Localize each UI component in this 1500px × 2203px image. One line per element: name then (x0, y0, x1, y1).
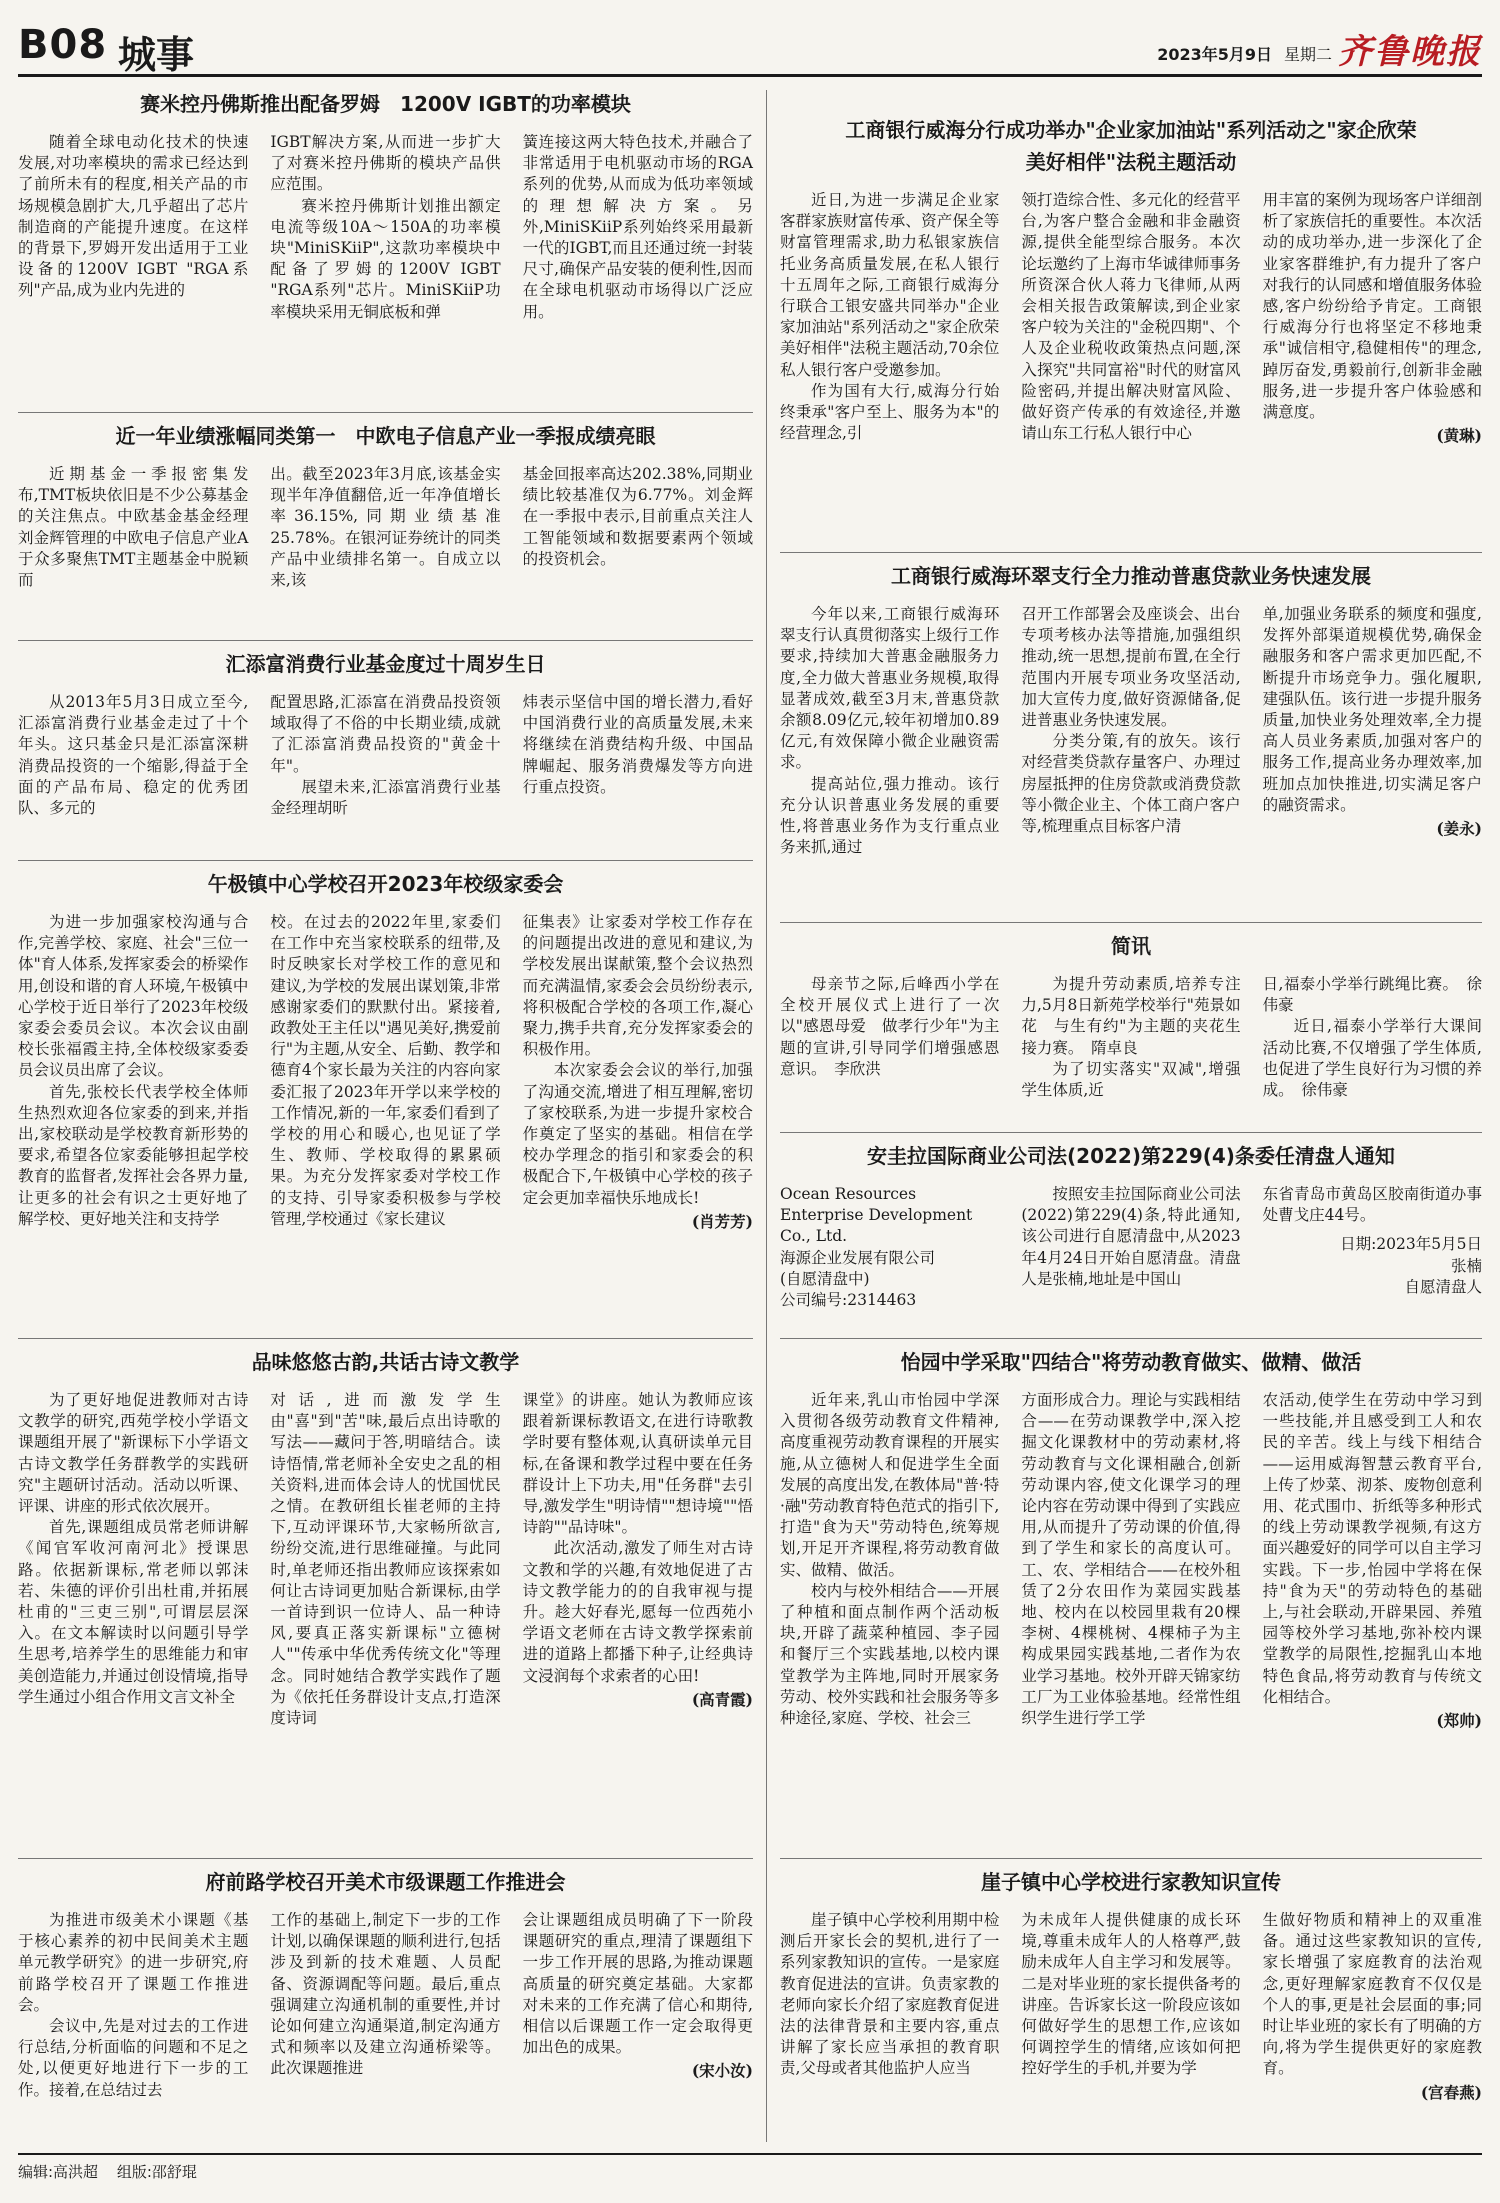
paragraph: IGBT解决方案,从而进一步扩大了对赛米控丹佛斯的模块产品供应范围。 (270, 133, 501, 194)
article-title: 安圭拉国际商业公司法(2022)第229(4)条委任清盘人通知 (867, 1144, 1395, 1168)
article-zhongou (18, 420, 753, 591)
company-name-cn: 海源企业发展有限公司 (780, 1248, 936, 1267)
paragraph: 分类分策,有的放矢。该行对经营类贷款存量客户、办理过房屋抵押的住房贷款或消费贷款等小微企业主、个体工商户客户等,梳理重点目标客户清 (1021, 732, 1241, 836)
paragraph: 按照安圭拉国际商业公司法(2022)第229(4)条,特此通知,该公司进行自愿清盘中,从2023年4月24日开始自愿清盘。清盘人是张楠,地址是中国山 (1021, 1185, 1241, 1288)
paragraph: 为了切实落实"双减",增强学生体质,近 (1021, 1059, 1241, 1100)
paragraph: 崖子镇中心学校利用期中检测后开家长会的契机,进行了一系列家教知识的宣传。一是家庭教育促进法的宣讲。负责家教的老师向家长介绍了家庭教育促进法的法律背景和主要内容,重点讲解了家长应当承担的教育职责,父母或者其他监护人应当 (780, 1911, 1000, 2078)
article-title: 工商银行威海环翠支行全力推动普惠贷款业务快速发展 (891, 564, 1371, 588)
paragraph: 基金回报率高达202.38%,同期业绩比较基准仅为6.77%。刘金辉在一季报中表示,目前重点关注人工智能领域和数据要素两个领域的投资机会。 (522, 465, 753, 568)
article-huitianfu (18, 648, 753, 819)
text-column (1263, 1184, 1482, 1311)
article-title: 品味悠悠古韵,共话古诗文教学 (251, 1350, 520, 1374)
paragraph: 东省青岛市黄岛区胶南街道办事处曹戈庄44号。 (1262, 1185, 1482, 1225)
section-name: 城事 (118, 33, 195, 77)
text-column (18, 1390, 248, 1729)
article-ancient-poetry (18, 1346, 753, 1729)
paragraph: 工作的基础上,制定下一步的工作计划,以确保课题的顺利进行,包括涉及到新的技术难题、人员配备、资源调配等问题。最后,重点强调建立沟通机制的重要性,并讨论如何建立沟通渠道,制定沟通方式和频率以及建立沟通桥梁等。此次课题推进 (270, 1911, 501, 2078)
paragraph: 今年以来,工商银行威海环翠支行认真贯彻落实上级行工作要求,持续加大普惠金融服务力度,全力做大普惠业务规模,取得显著成效,截至3月末,普惠贷款余额8.09亿元,较年初增加0.89亿元,有效保障小微企业融资需求。 (780, 605, 1000, 772)
article-title: 赛米控丹佛斯推出配备罗姆 1200V IGBT的功率模块 (140, 92, 631, 116)
paragraph: 农活动,使学生在劳动中学习到一些技能,并且感受到工人和农民的辛苦。线上与线下相结合——运用威海智慧云教育平台,上传了炒菜、沏茶、废物创意利用、花式围巾、折纸等多种形式的线上劳动课教学视频,有这方面兴趣爱好的同学可以自主学习实践。下一步,怡园中学将在保持"食为天"的劳动特色的基础上,与社会联动,开辟果园、养殖园等校外学习基地,弥补校内课堂教学的局限性,挖掘乳山本地特色食品,将劳动教育与传统文化相结合。 (1262, 1391, 1482, 1706)
text-column (1021, 190, 1240, 446)
paragraph: 随着全球电动化技术的快速发展,对功率模块的需求已经达到了前所未有的程度,相关产品的市场规模急剧扩大,几乎超出了芯片制造商的产能提升速度。在这样的背景下,罗姆开发出适用于工业设备的1200V IGBT "RGA系列"产品,成为业内先进的 (18, 133, 249, 300)
paragraph: 生做好物质和精神上的双重准备。通过这些家教知识的宣传,家长增强了家庭教育的法治观念,更好理解家庭教育不仅仅是个人的事,更是社会层面的事;同时让毕业班的家长有了明确的方向,将为学生提供更好的家庭教育。 (1262, 1911, 1482, 2078)
text-column (270, 912, 500, 1232)
paragraph: 赛米控丹佛斯计划推出额定电流等级10A～150A的功率模块"MiniSKiiP",这款功率模块中配备了罗姆的1200V IGBT "RGA系列"芯片。MiniSKiiP功率模块采用无铜底板和弹 (270, 196, 501, 321)
article-icbc-huancui (780, 560, 1482, 858)
text-column (18, 912, 248, 1232)
paragraph: 方面形成合力。理论与实践相结合——在劳动课教学中,深入挖掘文化课教材中的劳动素材,将劳动教育与文化课相融合,创新劳动课内容,使文化课学习的理论内容在劳动课中得到了实践应用,从而提升了劳动课的价值,得到了学生和家长的高度认可。工、农、学相结合——在校外租赁了2分农田作为菜园实践基地、校内在以校园里栽有20棵李树、4棵桃树、4棵柿子为主构成果园实践基地,二者作为农业学习基地。校外开辟天锦家纺工厂为工业体验基地。经常性组织学生进行学工学 (1021, 1391, 1241, 1728)
article-separator (18, 860, 753, 861)
byline: (高青霞) (691, 1689, 753, 1709)
article-icbc-weihai (780, 114, 1482, 446)
byline: (肖芳芳) (691, 1211, 753, 1231)
article-separator (18, 640, 753, 641)
paragraph: 领打造综合性、多元化的经营平台,为客户整合金融和非金融资源,提供全能型综合服务。本次论坛邀约了上海市华诚律师事务所资深合伙人蒋力飞律师,从两会相关报告政策解读,到企业家客户较为关注的"金税四期"、个人及企业税收政策热点问题,深入探究"共同富裕"时代的财富风险密码,并提出解决财富风险、做好资产传承的有效途径,并邀请山东工行私人银行中心 (1021, 191, 1241, 443)
text-column (1263, 1910, 1482, 2103)
article-yiyuan-school (780, 1346, 1482, 1731)
article-title: 午极镇中心学校召开2023年校级家委会 (207, 872, 564, 896)
text-column (18, 132, 248, 323)
article-separator (780, 1132, 1482, 1133)
byline: (黄琳) (1436, 426, 1482, 446)
byline: (宫春燕) (1420, 2082, 1482, 2102)
article-yazi-school (780, 1866, 1482, 2103)
article-separator (18, 1338, 753, 1339)
paragraph: 校内与校外相结合——开展了种植和面点制作两个活动板块,开辟了蔬菜种植园、李子园和餐厅三个实践基地,以校内课堂教学为主阵地,同时开展家务劳动、校外实践和社会服务等多种途径,家庭、学校、社会三 (780, 1581, 1000, 1728)
article-title: 府前路学校召开美术市级课题工作推进会 (205, 1870, 566, 1894)
notice-date: 日期:2023年5月5日 (1340, 1235, 1482, 1254)
text-column (1263, 604, 1482, 858)
designer-credit: 组版:邵舒琨 (116, 2163, 197, 2181)
text-column (780, 1390, 999, 1731)
text-column (1021, 604, 1240, 858)
paragraph: 本次家委会会议的举行,加强了沟通交流,增进了相互理解,密切了家校联系,为进一步提升家校合作奠定了坚实的基础。相信在学校办学理念的指引和家委会的积极配合下,午极镇中心学校的孩子定会更加幸福快乐地成长! (522, 1061, 753, 1207)
byline: (姜永) (1436, 819, 1482, 839)
issue-weekday: 星期二 (1283, 45, 1332, 64)
paragraph: 对话,进而激发学生由"喜"到"苦"味,最后点出诗歌的写法——藏问于答,明暗结合。读诗悟情,常老师补全安史之乱的相关资料,进而体会诗人的忧国忧民之情。在教研组长崔老师的主持下,互动评课环节,大家畅所欲言,纷纷交流,进行思维碰撞。与此同时,单老师还指出教师应该探索如何让古诗词更加贴合新课标,由学一首诗到识一位诗人、品一种诗风,要真正落实新课标"立德树人""传承中华优秀传统文化"等理念。同时她结合教学实践作了题为《依托任务群设计支点,打造深度诗词 (270, 1391, 501, 1728)
article-separator (18, 412, 753, 413)
article-separator (18, 1858, 753, 1859)
text-column (1021, 1184, 1240, 1311)
paragraph: 近期基金一季报密集发布,TMT板块依旧是不少公募基金的关注焦点。中欧基金基金经理刘金辉管理的中欧电子信息产业A于众多聚焦TMT主题基金中脱颖而 (18, 465, 249, 590)
paragraph: 近年来,乳山市怡园中学深入贯彻各级劳动教育文件精神,高度重视劳动教育课程的开展实施,从立德树人和促进学生全面发展的高度出发,在教体局"普·特·融"劳动教育特色范式的指引下,打造"食为天"劳动特色,统筹规划,开足开齐课程,将劳动教育做实、做精、做活。 (780, 1391, 1000, 1579)
article-title: 崖子镇中心学校进行家教知识宣传 (981, 1870, 1281, 1894)
text-column (523, 132, 753, 323)
text-column (18, 1910, 248, 2101)
text-column (780, 1184, 999, 1311)
paragraph: 单,加强业务联系的频度和强度,发挥外部渠道规模优势,确保金融服务和客户需求更加匹配,不断提升市场竞争力。强化履职,建强队伍。该行进一步提升服务质量,加快业务处理效率,全力提高人员业务素质,加强对客户的服务工作,提高业务办理效率,加班加点加快推进,切实满足客户的融资需求。 (1262, 605, 1482, 814)
paragraph: 召开工作部署会及座谈会、出台专项考核办法等措施,加强组织推动,统一思想,提前布置,在全行范围内开展专项业务攻坚活动,加大宣传力度,做好资源储备,促进普惠业务快速发展。 (1021, 605, 1241, 730)
paragraph: 为未成年人提供健康的成长环境,尊重未成年人的人格尊严,鼓励未成年人自主学习和发展等。二是对毕业班的家长提供备考的讲座。告诉家长这一阶段应该如何做好学生的思想工作,应该如何调控学生的情绪,应该如何把控好学生的手机,并要为学 (1021, 1911, 1241, 2078)
paragraph: 为了更好地促进教师对古诗文教学的研究,西苑学校小学语文课题组开展了"新课标下小学语文古诗文教学任务群教学的实践研究"主题研讨活动。活动以听课、评课、讲座的形式依次展开。 (18, 1391, 249, 1516)
liquidator-name: 张楠 (1450, 1256, 1482, 1275)
paragraph: 近日,为进一步满足企业家客群家族财富传承、资产保全等财富管理需求,助力私银家族信托业务高质量发展,在私人银行十五周年之际,工商银行威海分行联合工银安盛共同举办"企业家加油站"系列活动之"家企欣荣 美好相伴"法税主题活动,70余位私人银行客户受邀参加。 (780, 191, 1015, 379)
newspaper-logo: 齐鲁晚报 (1338, 32, 1482, 72)
paragraph: 炜表示坚信中国的增长潜力,看好中国消费行业的高质量发展,未来将继续在消费结构升级、中国品牌崛起、服务消费爆发等方向进行重点投资。 (522, 693, 753, 796)
paragraph: 会议中,先是对过去的工作进行总结,分析面临的问题和不足之处,以便更好地进行下一步的工作。接着,在总结过去 (18, 2017, 249, 2099)
byline: (宋小汝) (691, 2061, 753, 2081)
text-column (523, 1910, 753, 2101)
paragraph: 会让课题组成员明确了下一阶段课题研究的重点,理清了课题组下一步工作开展的思路,为推动课题高质量的研究奠定基础。大家都对未来的工作充满了信心和期待,相信以后课题工作一定会取得更加出色的成果。 (522, 1911, 753, 2057)
company-number: 公司编号:2314463 (780, 1291, 917, 1310)
article-news-briefs (780, 930, 1482, 1101)
paragraph: 出。截至2023年3月底,该基金实现半年净值翻倍,近一年净值增长率36.15%,同期业绩基准25.78%。在银河证券统计的同类产品中业绩排名第一。自成立以来,该 (270, 465, 501, 590)
liquidator-title: 自愿清盘人 (1404, 1277, 1482, 1296)
page-footer (18, 2153, 1482, 2182)
text-column (18, 464, 248, 591)
paragraph: 为提升劳动素质,培养专注力,5月8日新苑学校举行"苑景如花 与生有约"为主题的夹花生接力赛。 隋卓良 (1021, 975, 1241, 1057)
paragraph: 展望未来,汇添富消费行业基金经理胡昕 (270, 777, 501, 818)
text-column (1263, 190, 1482, 446)
text-column (1021, 1910, 1240, 2103)
paragraph: 母亲节之际,后峰西小学在全校开展仪式上进行了一次以"感恩母爱 做孝行少年"为主题的宣讲,引导同学们增强感恩意识。 李欣洪 (780, 975, 1000, 1078)
liquidation-status: (自愿清盘中) (780, 1269, 870, 1288)
paragraph: 首先,张校长代表学校全体师生热烈欢迎各位家委的到来,并指出,家校联动是学校教育新形势的要求,希望各位家委能够担起学校教育的监督者,发挥社会各界力量,让更多的社会有识之士更好地了解学校、更好地关注和支持学 (18, 1082, 249, 1228)
article-title: 简讯 (1111, 934, 1151, 958)
byline: (郑帅) (1436, 1711, 1482, 1731)
column-divider (766, 90, 767, 2142)
paragraph: 簧连接这两大特色技术,并融合了非常适用于电机驱动市场的RGA系列的优势,从而成为低功率领域的理想解决方案。另外,MiniSKiiP系列始终采用最新一代的IGBT,而且还通过统一封装尺寸,确保产品安装的便利性,因而在全球电机驱动市场得以广泛应用。 (522, 133, 753, 321)
masthead (18, 18, 1482, 77)
text-column (1263, 974, 1482, 1101)
paragraph: 提高站位,强力推动。该行充分认识普惠业务发展的重要性,将普惠业务作为支行重点业务来抓,通过 (780, 774, 1000, 857)
text-column (270, 132, 500, 323)
article-fuqianlu-school (18, 1866, 753, 2101)
paragraph: 课堂》的讲座。她认为教师应该跟着新课标教语文,在进行诗歌教学时要有整体观,认真研读单元目标,在备课和教学过程中要在任务群设计上下功夫,用"任务群"去引导,激发学生"明诗情""想诗境""悟诗韵""品诗味"。 (522, 1391, 753, 1537)
paragraph: 征集表》让家委对学校工作存在的问题提出改进的意见和建议,为学校发展出谋献策,整个会议热烈而充满温情,家委会会员纷纷表示,将积极配合学校的各项工作,凝心聚力,携手共育,充分发挥家委会的积极作用。 (522, 913, 753, 1059)
article-separator (780, 1858, 1482, 1859)
article-separator (780, 922, 1482, 923)
paragraph: 配置思路,汇添富在消费品投资领域取得了不俗的中长期业绩,成就了汇添富消费品投资的"黄金十年"。 (270, 693, 501, 775)
editor-credit: 编辑:高洪超 (18, 2163, 99, 2181)
paragraph: 用丰富的案例为现场客户详细剖析了家族信托的重要性。本次活动的成功举办,进一步深化了企业家客群维护,有力提升了客户对我行的认同感和增值服务体验感,客户纷纷给予肯定。工商银行威海分行也将坚定不移地秉承"诚信相守,稳健相传"的理念,踔厉奋发,勇毅前行,创新非金融服务,进一步提升客户体验感和满意度。 (1262, 191, 1482, 422)
text-column (1021, 1390, 1240, 1731)
text-column (270, 1910, 500, 2101)
paragraph: 作为国有大行,威海分行始终秉承"客户至上、服务为本"的经营理念,引 (780, 381, 1000, 443)
text-column (780, 190, 1015, 446)
text-column (18, 692, 248, 819)
article-title: 怡园中学采取"四结合"将劳动教育做实、做精、做活 (900, 1350, 1362, 1374)
paragraph: 从2013年5月3日成立至今,汇添富消费行业基金走过了十个年头。这只基金只是汇添富深耕消费品投资的一个缩影,得益于全面的产品布局、稳定的优秀团队、多元的 (18, 693, 249, 818)
text-column (780, 974, 999, 1101)
paragraph: 为进一步加强家校沟通与合作,完善学校、家庭、社会"三位一体"育人体系,发挥家委会的桥梁作用,创设和谐的育人环境,午极镇中心学校于近日举行了2023年校级家委会委员会议。本次会议由副校长张福霞主持,全体校级家委委员会议员出席了会议。 (18, 913, 249, 1080)
text-column (270, 692, 500, 819)
article-wuji-school (18, 868, 753, 1232)
text-column (523, 912, 753, 1232)
text-column (523, 464, 753, 591)
page-number: B08 (18, 22, 108, 68)
paragraph: 日,福泰小学举行跳绳比赛。 徐伟豪 (1262, 975, 1482, 1015)
company-name-en: Ocean Resources Enterprise Development Co., Ltd. (780, 1185, 973, 1246)
article-separator (780, 1338, 1482, 1339)
paragraph: 为推进市级美术小课题《基于核心素养的初中民间美术主题单元教学研究》的进一步研究,府前路学校召开了课题工作推进会。 (18, 1911, 249, 2014)
text-column (270, 1390, 500, 1729)
article-semikron (18, 88, 753, 323)
paragraph: 首先,课题组成员常老师讲解《闻官军收河南河北》授课思路。依据新课标,常老师以郭沫若、朱德的评价引出杜甫,并拓展杜甫的"三吏三别",可谓层层深入。在文本解读时以问题引导学生思考,培养学生的思维能力和审美创造能力,并通过创设情境,指导学生通过小组合作用文言文补全 (18, 1518, 249, 1706)
article-liquidation-notice (780, 1140, 1482, 1311)
text-column (523, 1390, 753, 1729)
text-column (780, 604, 999, 858)
paragraph: 校。在过去的2022年里,家委们在工作中充当家校联系的纽带,及时反映家长对学校工作的意见和建议,为学校的发展出谋划策,非常感谢家委们的默默付出。紧接着,政教处王主任以"遇见美好,携爱前行"为主题,从安全、后勤、教学和德育4个家长最为关注的内容向家委汇报了2023年开学以来学校的工作情况,新的一年,家委们看到了学校的用心和暖心,也见证了学生、教师、学校取得的累累硕果。为充分发挥家委对学校工作的支持、引导家委积极参与学校管理,学校通过《家长建议 (270, 913, 501, 1228)
text-column (780, 1910, 999, 2103)
text-column (1021, 974, 1240, 1101)
issue-date: 2023年5月9日 (1157, 45, 1272, 64)
paragraph: 近日,福泰小学举行大课间活动比赛,不仅增强了学生体质,也促进了学生良好行为习惯的养成。 徐伟豪 (1262, 1017, 1482, 1100)
article-title: 工商银行威海分行成功举办"企业家加油站"系列活动之"家企欣荣 美好相伴"法税主题活动 (845, 118, 1437, 174)
text-column (523, 692, 753, 819)
text-column (1263, 1390, 1482, 1731)
paragraph: 此次活动,激发了师生对古诗文教和学的兴趣,有效地促进了古诗文教学能力的的自我审视与提升。趁大好春光,愿每一位西苑小学语文老师在古诗文教学探索前进的道路上都播下种子,让经典诗文浸润每个求索者的心田! (522, 1539, 753, 1685)
text-column (270, 464, 500, 591)
article-title: 近一年业绩涨幅同类第一 中欧电子信息产业一季报成绩亮眼 (115, 424, 656, 448)
article-separator (780, 552, 1482, 553)
article-title: 汇添富消费行业基金度过十周岁生日 (225, 652, 546, 676)
